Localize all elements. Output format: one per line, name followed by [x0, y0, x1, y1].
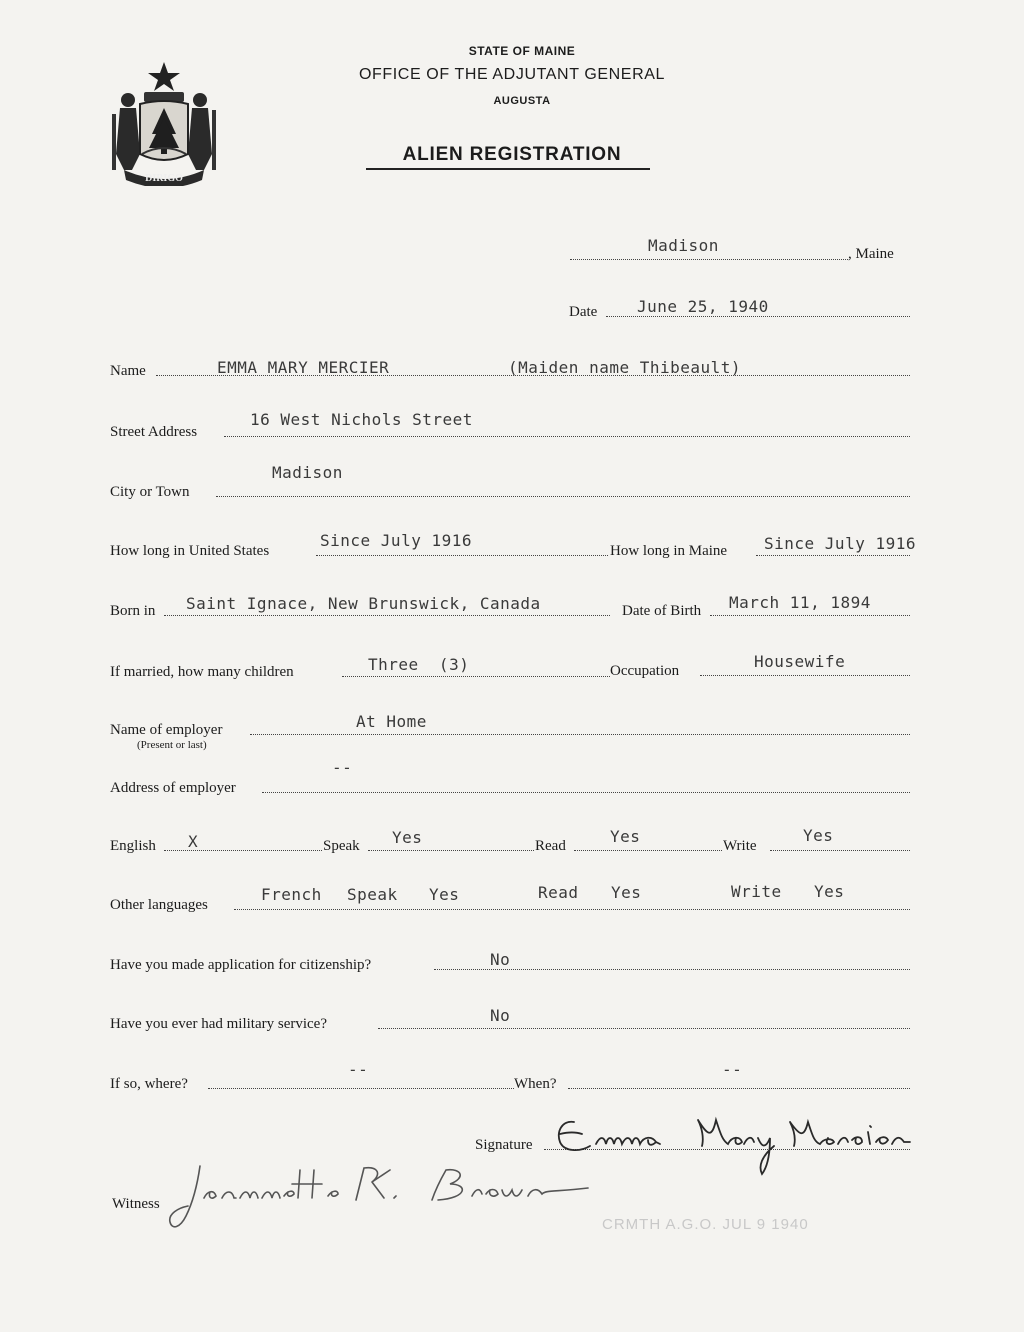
form-title: ALIEN REGISTRATION	[402, 144, 622, 165]
when-value: --	[722, 1060, 743, 1079]
header-city: AUGUSTA	[493, 95, 551, 107]
occupation-label: Occupation	[610, 663, 680, 679]
where-line	[208, 1088, 514, 1089]
other-languages-line	[234, 909, 910, 910]
city-value: Madison	[272, 463, 343, 482]
street-line	[224, 436, 910, 437]
witness-label: Witness	[112, 1196, 160, 1212]
name-value: EMMA MARY MERCIER	[217, 358, 390, 377]
title-underline	[366, 168, 650, 170]
header-office: OFFICE OF THE ADJUTANT GENERAL	[358, 66, 666, 83]
english-read-line	[574, 850, 722, 851]
other-language-write-value: Yes	[814, 882, 845, 901]
employer-value: At Home	[356, 712, 427, 731]
english-speak-value: Yes	[392, 828, 423, 847]
how-long-maine-label: How long in Maine	[610, 543, 728, 559]
where-value: --	[348, 1060, 369, 1079]
english-value: X	[188, 832, 199, 851]
signature-text: Emma Mary Mercier	[552, 1108, 561, 1109]
city-label: City or Town	[110, 484, 190, 500]
employer-sublabel: (Present or last)	[137, 739, 207, 751]
witness-handwriting	[168, 1160, 628, 1240]
signature-label: Signature	[475, 1137, 533, 1153]
employer-address-value: --	[332, 758, 353, 777]
dob-label: Date of Birth	[622, 603, 702, 619]
citizenship-label: Have you made application for citizenship?	[110, 957, 372, 973]
when-label: When?	[514, 1076, 557, 1092]
citizenship-line	[434, 969, 910, 970]
children-line	[342, 676, 610, 677]
employer-line	[250, 734, 910, 735]
english-write-label: Write	[723, 838, 757, 854]
city-line	[216, 496, 910, 497]
date-value: June 25, 1940	[637, 297, 769, 316]
street-value: 16 West Nichols Street	[250, 410, 473, 429]
name-label: Name	[110, 363, 146, 379]
born-in-value: Saint Ignace, New Brunswick, Canada	[186, 594, 541, 613]
other-language-speak-label: Speak	[347, 885, 398, 904]
employer-label: Name of employer	[110, 722, 223, 738]
citizenship-value: No	[490, 950, 511, 969]
place-line	[570, 259, 848, 260]
other-languages-label: Other languages	[110, 897, 208, 913]
place-value: Madison	[648, 236, 719, 255]
maiden-name-value: (Maiden name Thibeault)	[508, 358, 742, 377]
received-stamp: CRMTH A.G.O. JUL 9 1940	[602, 1216, 809, 1233]
how-long-us-value: Since July 1916	[320, 531, 472, 550]
how-long-us-label: How long in United States	[110, 543, 270, 559]
military-label: Have you ever had military service?	[110, 1016, 327, 1032]
other-language-name: French	[261, 885, 322, 904]
header-state: STATE OF MAINE	[468, 44, 576, 58]
employer-address-line	[262, 792, 910, 793]
employer-address-label: Address of employer	[110, 780, 236, 796]
born-in-line	[164, 615, 610, 616]
when-line	[568, 1088, 910, 1089]
children-label: If married, how many children	[110, 664, 294, 680]
english-write-line	[770, 850, 910, 851]
english-speak-line	[368, 850, 534, 851]
children-value: Three (3)	[368, 655, 470, 674]
dob-value: March 11, 1894	[729, 593, 871, 612]
seal-motto: DIRIGO	[145, 173, 183, 184]
other-language-read-label: Read	[538, 883, 579, 902]
other-language-speak-value: Yes	[429, 885, 460, 904]
date-line	[606, 316, 910, 317]
english-speak-label: Speak	[323, 838, 360, 854]
occupation-value: Housewife	[754, 652, 846, 671]
date-label: Date	[569, 304, 598, 320]
military-line	[378, 1028, 910, 1029]
english-label: English	[110, 838, 156, 854]
dob-line	[710, 615, 910, 616]
where-label: If so, where?	[110, 1076, 188, 1092]
english-write-value: Yes	[803, 826, 834, 845]
other-language-read-value: Yes	[611, 883, 642, 902]
english-read-label: Read	[535, 838, 566, 854]
street-label: Street Address	[110, 424, 198, 440]
born-in-label: Born in	[110, 603, 156, 619]
how-long-maine-value: Since July 1916	[764, 534, 916, 553]
other-language-write-label: Write	[731, 882, 782, 901]
military-value: No	[490, 1006, 511, 1025]
place-suffix: , Maine	[848, 246, 894, 262]
witness-text: Jeannette H. Brown	[168, 1160, 176, 1161]
how-long-us-line	[316, 555, 608, 556]
occupation-line	[700, 675, 910, 676]
english-read-value: Yes	[610, 827, 641, 846]
how-long-maine-line	[756, 555, 910, 556]
